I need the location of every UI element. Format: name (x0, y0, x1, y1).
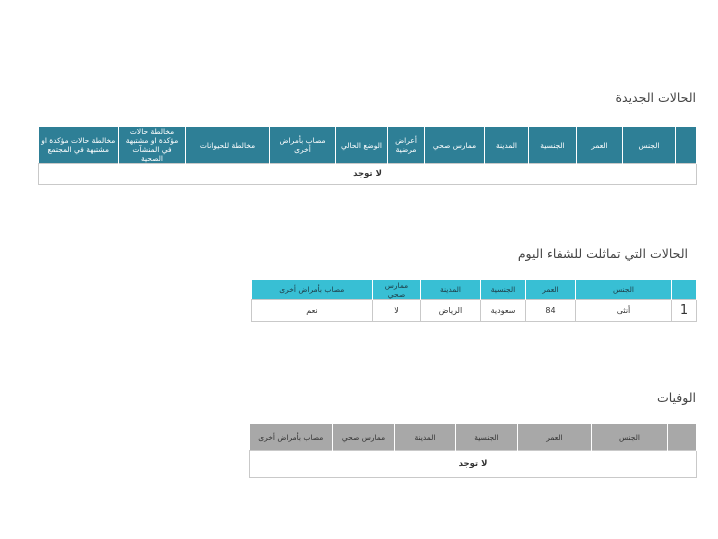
deaths-header-row (250, 424, 697, 451)
cell-other-diseases: نعم (252, 300, 373, 322)
column-header-health-worker: ممارس صحي (373, 280, 421, 300)
column-header-city: المدينة (421, 280, 481, 300)
column-header-gender: الجنس (592, 424, 668, 451)
deaths-title: الوفيات (656, 390, 696, 405)
column-header (676, 127, 697, 164)
column-header-city: المدينة (485, 127, 529, 164)
column-header (668, 424, 697, 451)
column-header-other-diseases: مصاب بأمراض أخرى (270, 127, 336, 164)
table-row (250, 451, 697, 478)
column-header-animal-contact: مخالطة للحيوانات (186, 127, 270, 164)
column-header-facility-contact: مخالطة حالات مؤكدة او مشتبهة في المنشآت الصحية (119, 127, 186, 164)
new-cases-title: الحالات الجديدة (615, 90, 696, 105)
recovered-cases-table (251, 280, 697, 322)
column-header (672, 280, 697, 300)
cell-nationality: سعودية (481, 300, 526, 322)
recovered-cases-title: الحالات التي تماثلت للشفاء اليوم (517, 246, 688, 261)
column-header-symptoms: أعراض مرضية (388, 127, 425, 164)
new-cases-table (38, 127, 697, 185)
cell-health-worker: لا (373, 300, 421, 322)
column-header-nationality: الجنسية (529, 127, 577, 164)
cell-gender: أنثى (576, 300, 672, 322)
column-header-other-diseases: مصاب بأمراض أخرى (250, 424, 333, 451)
new-cases-header-row (39, 127, 697, 164)
column-header-health-worker: ممارس صحي (425, 127, 485, 164)
column-header-nationality: الجنسية (456, 424, 518, 451)
column-header-current-status: الوضع الحالي (336, 127, 388, 164)
column-header-age: العمر (577, 127, 623, 164)
column-header-nationality: الجنسية (481, 280, 526, 300)
cell-age: 84 (526, 300, 576, 322)
table-row (252, 300, 697, 322)
row-index: 1 (672, 300, 697, 322)
column-header-other-diseases: مصاب بأمراض أخرى (252, 280, 373, 300)
column-header-gender: الجنس (576, 280, 672, 300)
deaths-table (249, 424, 697, 478)
column-header-community-contact: مخالطة حالات مؤكدة او مشتبهة في المجتمع (39, 127, 119, 164)
column-header-age: العمر (526, 280, 576, 300)
column-header-health-worker: ممارس صحي (333, 424, 395, 451)
empty-message: لا توجد (250, 451, 697, 478)
column-header-city: المدينة (395, 424, 456, 451)
empty-message: لا توجد (39, 164, 697, 185)
table-row (39, 164, 697, 185)
column-header-age: العمر (518, 424, 592, 451)
cell-city: الرياض (421, 300, 481, 322)
recovered-header-row (252, 280, 697, 300)
column-header-gender: الجنس (623, 127, 676, 164)
